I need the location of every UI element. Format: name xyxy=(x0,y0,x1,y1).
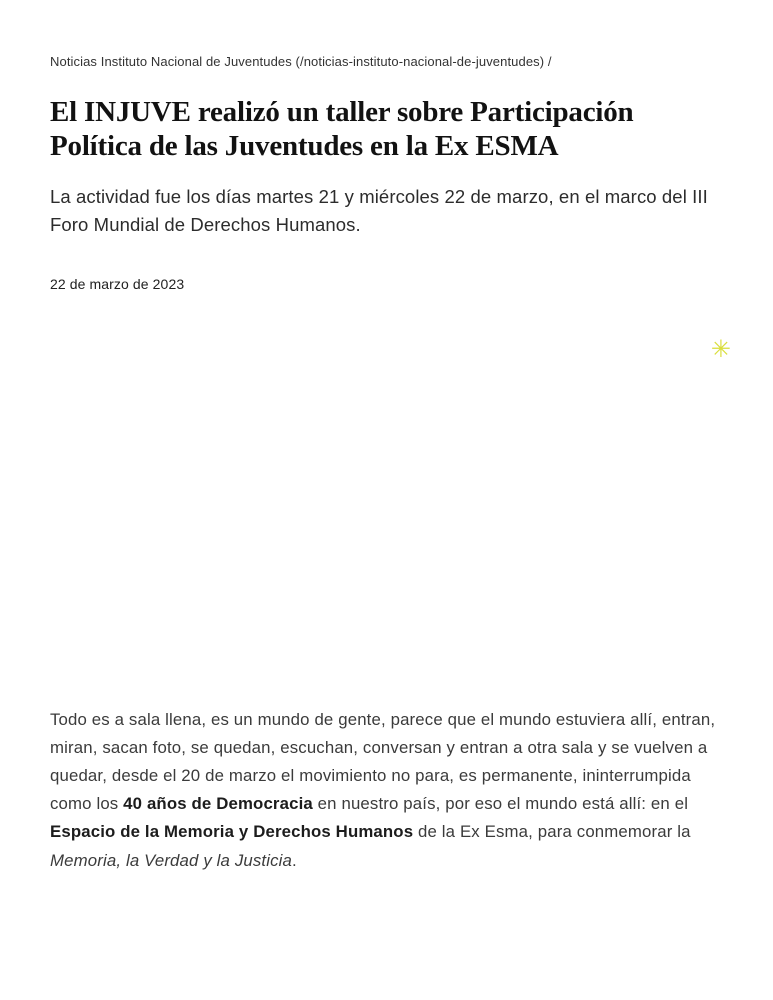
loading-asterisk-icon: ✳ xyxy=(710,335,731,363)
breadcrumb-separator: / xyxy=(544,54,552,69)
body-bold-democracia: 40 años de Democracia xyxy=(123,794,313,814)
body-text-segment: en nuestro país, por eso el mundo está allí: en el xyxy=(312,794,689,814)
article-subtitle: La actividad fue los días martes 21 y miércoles 22 de marzo, en el marco del III Foro Mundial de Derechos Humanos. xyxy=(50,186,708,236)
breadcrumb-link[interactable]: Noticias Instituto Nacional de Juventudes (/noticias-instituto-nacional-de-juventudes) xyxy=(50,54,545,69)
article-body-paragraph xyxy=(50,706,723,875)
page-title: El INJUVE realizó un taller sobre Participación Política de las Juventudes en la Ex ESMA xyxy=(50,95,634,163)
article-date: 22 de marzo de 2023 xyxy=(50,275,185,292)
breadcrumb xyxy=(50,54,723,71)
body-text-segment: Todo es a sala llena, es un mundo de gente, parece que el mundo estuviera allí, entran, miran, sacan foto, se quedan, escuchan, conversan y entran a otra sala y se vuelven a quedar, desde el 20 de marzo el movimiento no para, es permanente, ininterrumpida como los xyxy=(50,709,716,814)
body-bold-espacio-memoria: Espacio de la Memoria y Derechos Humanos xyxy=(50,822,414,842)
article-image-placeholder xyxy=(50,292,731,706)
body-text-segment: . xyxy=(292,850,297,870)
body-text-segment: de la Ex Esma, para conmemorar la xyxy=(413,822,691,842)
body-italic-memoria-verdad-justicia: Memoria, la Verdad y la Justicia xyxy=(50,850,293,870)
